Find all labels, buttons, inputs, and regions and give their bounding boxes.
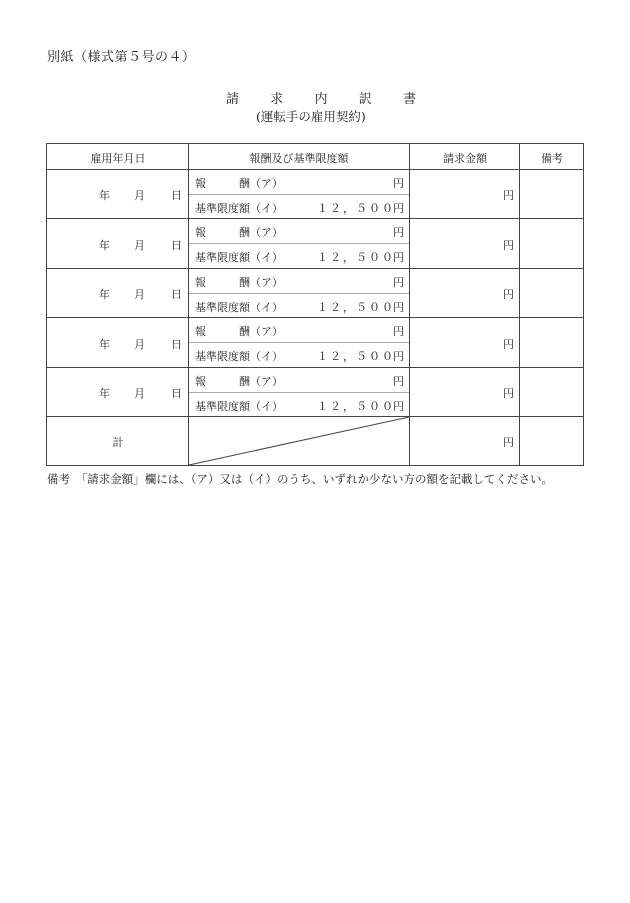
- remuneration-label: 報 酬（ア）: [195, 276, 283, 289]
- header-remuneration: 報酬及び基準限度額: [249, 152, 349, 165]
- date-year[interactable]: 年: [99, 338, 110, 351]
- total-label: 計: [112, 436, 124, 449]
- limit-value: １２，５００: [317, 350, 395, 363]
- limit-value: １２，５００: [317, 301, 395, 314]
- row-divider: [47, 367, 583, 368]
- header-claim-amount: 請求金額: [443, 152, 487, 165]
- claim-unit[interactable]: 円: [503, 189, 514, 202]
- limit-value: １２，５００: [317, 251, 395, 264]
- sub-divider: [189, 342, 409, 343]
- limit-unit: 円: [393, 301, 404, 314]
- sub-divider: [189, 194, 409, 195]
- header-remarks: 備考: [541, 152, 563, 165]
- remuneration-unit[interactable]: 円: [393, 325, 404, 338]
- limit-value: １２，５００: [317, 202, 395, 215]
- limit-label: 基準限度額（イ）: [195, 251, 283, 264]
- date-year[interactable]: 年: [99, 239, 110, 252]
- date-day[interactable]: 日: [171, 239, 182, 252]
- date-day[interactable]: 日: [171, 288, 182, 301]
- title-char: 内: [314, 92, 328, 107]
- limit-unit: 円: [393, 350, 404, 363]
- limit-label: 基準限度額（イ）: [195, 202, 283, 215]
- limit-label: 基準限度額（イ）: [195, 301, 283, 314]
- limit-unit: 円: [393, 202, 404, 215]
- row-divider: [47, 268, 583, 269]
- sub-divider: [189, 392, 409, 393]
- date-day[interactable]: 日: [171, 387, 182, 400]
- date-month[interactable]: 月: [134, 288, 145, 301]
- date-month[interactable]: 月: [134, 189, 145, 202]
- claim-unit[interactable]: 円: [503, 288, 514, 301]
- remuneration-unit[interactable]: 円: [393, 375, 404, 388]
- date-year[interactable]: 年: [99, 189, 110, 202]
- page-title: [226, 88, 416, 107]
- date-year[interactable]: 年: [99, 288, 110, 301]
- title-char: 訳: [358, 92, 372, 107]
- date-year[interactable]: 年: [99, 387, 110, 400]
- remuneration-label: 報 酬（ア）: [195, 177, 283, 190]
- limit-unit: 円: [393, 400, 404, 413]
- remuneration-unit[interactable]: 円: [393, 276, 404, 289]
- date-day[interactable]: 日: [171, 189, 182, 202]
- remuneration-unit[interactable]: 円: [393, 177, 404, 190]
- page-subtitle: (運転手の雇用契約): [256, 109, 366, 124]
- row-divider: [47, 169, 583, 170]
- limit-label: 基準限度額（イ）: [195, 400, 283, 413]
- remuneration-label: 報 酬（ア）: [195, 325, 283, 338]
- limit-value: １２，５００: [317, 400, 395, 413]
- claim-unit[interactable]: 円: [503, 387, 514, 400]
- date-day[interactable]: 日: [171, 338, 182, 351]
- row-divider: [47, 218, 583, 219]
- row-divider: [47, 317, 583, 318]
- form-label: 別紙（様式第５号の４）: [47, 50, 196, 65]
- date-month[interactable]: 月: [134, 387, 145, 400]
- remuneration-label: 報 酬（ア）: [195, 375, 283, 388]
- sub-divider: [189, 243, 409, 244]
- claim-unit[interactable]: 円: [503, 338, 514, 351]
- total-claim-unit[interactable]: 円: [503, 436, 514, 449]
- diagonal-strike: [188, 416, 410, 466]
- remuneration-unit[interactable]: 円: [393, 226, 404, 239]
- title-char: 請: [226, 92, 240, 107]
- claim-unit[interactable]: 円: [503, 239, 514, 252]
- date-month[interactable]: 月: [134, 239, 145, 252]
- footnote: 備考 「請求金額」欄には、（ア）又は（イ）のうち、いずれか少ない方の額を記載してください。: [47, 472, 553, 486]
- breakdown-table: [46, 143, 584, 466]
- remuneration-label: 報 酬（ア）: [195, 226, 283, 239]
- sub-divider: [189, 293, 409, 294]
- limit-label: 基準限度額（イ）: [195, 350, 283, 363]
- title-char: 求: [270, 92, 284, 107]
- header-employment-date: 雇用年月日: [90, 152, 146, 165]
- date-month[interactable]: 月: [134, 338, 145, 351]
- limit-unit: 円: [393, 251, 404, 264]
- title-char: 書: [402, 92, 416, 107]
